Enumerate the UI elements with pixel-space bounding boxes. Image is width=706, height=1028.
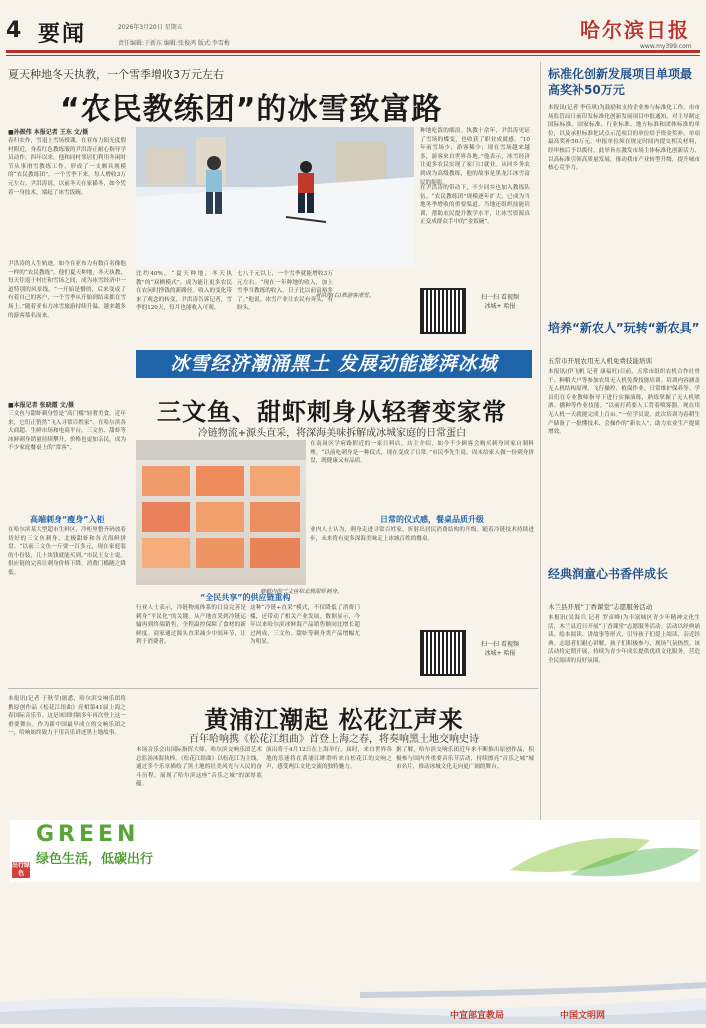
lead-byline: ■孙振伟 本报记者 王东 文/摄 (8, 129, 89, 136)
right-story3-body: 本报讯(吴海兵 记者 罗彦峰)为丰富城区青少年精神文化生活，木兰县近日开展“丁香课堂”志愿服务活动。活动以经典诵读、绘本阅读、讲故事等形式，引导孩子们爱上阅读、亲近经典。志愿者们耐心讲解，孩子们积极参与，现场气氛热烈。该活动将定期开展，持续为青少年成长提供优质文化服务，营造全民阅读的良好氛围。 (548, 615, 700, 664)
publish-date: 2026年3月20日 星期五 (118, 24, 183, 31)
fish-byline: ■本报记者 张晓霞 文/摄 (8, 402, 75, 409)
lead-body-5: 种地吃饭的细浪。执教十余年，尹洪涛见证了雪场的蝶变，也收获了职业成就感。“10年前雪场少，游客稀少；现在雪场越来越多，游客来自世界各地。”他表示，冰雪经济让更多农民实现了家门口就业。从回乡务农到成为高级教练，他的故事是黑龙江冰雪富民的缩影。 (420, 128, 530, 186)
masthead-rule (6, 50, 700, 53)
lead-photo-caption: 尹洪涛(右)教游客滑雪。 (315, 293, 375, 299)
section-banner: 冰雪经济潮涌黑土 发展动能澎湃冰城 (136, 350, 532, 378)
site-url: www.my399.com (640, 43, 692, 50)
right-story3-headline: 经典润童心书香伴成长 (548, 567, 669, 581)
fish-body-1: 三文鱼与甜虾刺身曾是“高门槛”轻奢美食，近年来，它们正悄然“飞入寻常百姓家”。在哈尔滨各大商超、生鲜市场和电商平台，三文鱼、甜虾等冰鲜刺身销量持续攀升，价格也更加亲民，成为不少家庭餐桌上的“常客”。 (8, 411, 126, 452)
qr-label-line-1: 扫一扫 看视频 (481, 641, 519, 648)
songhua-headline: 黄浦江潮起 松花江声来 (204, 706, 464, 734)
fish-subhead-2: “全民共享”的供应链重构 (200, 593, 291, 602)
qr-label-line-2: 冰城+ 哈报 (484, 650, 516, 657)
fish-subhead: 冷链物流+源头直采，将深海美味拆解成冰城家庭的日常蛋白 (197, 428, 467, 439)
songhua-body-3: 演出将于4月12日在上海举行。届时，来自世界各地的乐迷将在黄浦江畔聆听来自松花江的交响之声，感受两江文化交流的独特魅力。 (266, 747, 392, 771)
section-divider (8, 688, 538, 689)
fish-qr-label (470, 640, 530, 658)
green-ad-title: GREEN (36, 822, 140, 847)
right-story2-headline: 培养“新农人”玩转“新农具” (548, 321, 700, 335)
fish-body-4: 这种“冷链+直采”模式，不仅降低了消费门槛，还带动了相关产业发展。数据显示，今年以来哈尔滨冰鲜海产品销售额同比增长超过两成，三文鱼、甜虾等刺身类产品增幅尤为明显。 (250, 605, 360, 646)
right-story1-headline: 标准化创新发展项目单项最高奖补50万元 (548, 67, 693, 97)
masthead (0, 0, 706, 50)
songhua-body-4: 据了解，哈尔滨交响乐团近年来不断推出原创作品，积极参与国内外重要音乐节活动，持续擦亮“音乐之城”城市名片，推动冰城文化走向更广阔的舞台。 (396, 747, 534, 771)
right-story3-subhead: 木兰县开展“丁香课堂”志愿服务活动 (548, 603, 653, 611)
footer (0, 982, 706, 1024)
editor-credits: 责任编辑:于新东 编辑:张俊鸿 版式:李雪梅 (118, 40, 230, 47)
qr-label-line-2: 冰城+ 哈报 (484, 303, 516, 310)
section-title: 要闻 (38, 22, 87, 47)
right-story2-body: 本报讯(伊飞帆 记者 康福旺)日前，五常市组织农机合作社骨干、种粮大户等参加农用无人机免费技能培训。培训内容涵盖无人机结构原理、飞行操控、植保作业、日常维护保养等。学员们在专业教师指导下进行实操演练，熟练掌握了无人机喷洒、播种等作业技能。“以前打药要人工背着喷雾器，现在用无人机一天就能完成上百亩。”一位学员说。此次培训为春耕生产储备了一批懂技术、会操作的“新农人”，助力农业生产提质增效。 (548, 369, 700, 436)
fish-photo-caption: 商超内的三文鱼和北极甜虾刺身。 (260, 589, 343, 595)
green-ad-seal: 出行绿色 (12, 862, 31, 877)
lead-qr-label (470, 293, 530, 311)
songhua-body-2: 本场音乐会由国际指挥大师、哈尔滨交响乐团艺术总监汤沐海执棒。《松花江组曲》以松花江为主线，通过多个乐章描绘了黑土地的壮美风光与人民的奋斗历程，展现了哈尔滨这座“音乐之城”的深厚底蕴。 (136, 747, 262, 788)
lead-body-1: 春归农作，雪退上雪场授课。在亚布力阳光度假村附近，身着红色教练服的尹洪涛正耐心指导学员动作。四年以来，他和同村邻居们利用冬闲时节从事滑雪教练工作，形成了一支颇具规模的“农民教练团”。一个雪季下来，每人增收3万元左右。尹洪涛说，以前冬天在家猫冬，如今凭着一身技术，端起了冰雪饭碗。 (8, 138, 126, 196)
footer-credit-1: 中宣部宣教局 (450, 1011, 505, 1021)
lead-body-3: 比约40%。“夏天种地，冬天执教”的“双栖模式”，成为能让更多农民在农闲时挣钱的新路径。收入的变化带来了观念的转变，尹洪涛告诉记者，雪季的120天，每月也能收入可观。 (136, 271, 232, 312)
lead-kicker: 夏天种地冬天执教，一个雪季增收3万元左右 (8, 68, 224, 81)
footer-credit-2: 中国文明网 (560, 1011, 606, 1021)
lead-photo (136, 127, 414, 267)
right-story2-subhead: 五常市开展农用无人机免费技能培训 (548, 357, 652, 365)
fish-subhead-1: 高端刺身“瘦身”入柜 (30, 515, 105, 524)
lead-body-2: 尹洪涛的人生轨迹，如今在亚布力有数百名像他一样的“农民教练”。他们夏天种地，冬天执教，每天往返于村庄和雪场之间，成为冰雪经济中一道特别的风景线。“一开始是懵的，后来变成了有着自己的客户，一个雪季从开始到结束都在雪场上。”随着亚布力冰雪旅游持续升温，越来越多的游客慕名而来。 (8, 261, 126, 319)
right-story1-body: 本报讯(记者 李佳琪)为鼓励和支持企业参与标准化工作，市市场监管局日前印发标准化创新发展项目申报通知。对主导制定国际标准、国家标准、行业标准、地方标准和团体标准的单位，以及承担标准化试点示范项目的单位给予资金奖补，单项最高奖补50万元。申报单位须在规定时间内提交相关材料，经审核后予以拨付。此举旨在激发市场主体标准化创新活力，以高标准引领高质量发展，推动我市产业转型升级，提升城市核心竞争力。 (548, 105, 700, 172)
fish-body-5: 在南岗区学府路附近的一家日料店，店主介绍，如今不少顾客会购买刺身回家自制料理。“以前吃刺身是一种仪式，现在变成了日常。”市民李先生说，周末给家人做一份刺身拼盘，既健康又有品质。 (310, 441, 534, 465)
lead-headline: “农民教练团”的冰雪致富路 (60, 92, 443, 127)
sashimi-counter-image (136, 440, 306, 585)
green-ad-banner (10, 820, 700, 882)
lead-body-4: 七八千元以上，一个雪季就能增收3万元左右。“现在一年种地的收入，加上雪季当教练的收入，日子比以前富裕多了。”他说。冰雪产业让农民有奔头，有盼头。 (237, 271, 333, 312)
newspaper-logo: 哈尔滨日报 (580, 18, 690, 42)
ski-scene-image (136, 127, 414, 267)
fish-subhead-3: 日常的仪式感，餐桌品质升级 (380, 515, 484, 524)
column-divider (540, 62, 541, 882)
green-ad-slogan: 绿色生活，低碳出行 (36, 852, 154, 867)
fish-qr-code[interactable] (420, 630, 466, 676)
qr-label-line-1: 扫一扫 看视频 (481, 294, 519, 301)
songhua-subhead: 百年哈响携《松花江组曲》首登上海之春，将奏响黑土地交响史诗 (189, 734, 479, 745)
fish-photo (136, 440, 306, 585)
masthead-rule-thin (6, 55, 700, 56)
fish-headline: 三文鱼、甜虾刺身从轻奢变家常 (157, 398, 507, 426)
fish-body-2: 在哈尔滨某大型超市生鲜区，冷柜里整齐码放着切好的三文鱼刺身、北极甜虾和各式海鲜拼盘。“以前三文鱼一斤要一百多元，现在家庭装的小份装，几十块钱就能买到。”市民王女士说。供应链的完善让刺身价格下降，消费门槛随之降低。 (8, 527, 126, 576)
songhua-body-1: 本报讯(记者 于秋莹)据悉，哈尔滨交响乐团将携原创作品《松花江组曲》亮相第41届上海之春国际音乐节。这是该团时隔多年再次登上这一重要舞台。作为新中国最早成立的交响乐团之一，哈响始终致力于用音乐讲述黑土地故事。 (8, 696, 126, 737)
fish-body-3: 行业人士表示，冷链物流体系的日益完善是刺身“平民化”的关键。从产地直采到冷链运输再到终端销售，全程温控保障了食材的新鲜度。商家通过源头直采减少中间环节，让利于消费者。 (136, 605, 246, 646)
page-number: 4 (6, 18, 22, 43)
lead-body-6: 在尹洪涛的带动下，不少同乡也加入教练队伍。“农民教练团”规模逐年扩大，已成为当地冬季增收的重要渠道。当地还组织技能培训，帮助农民提升教学水平，让冰雪资源真正变成群众手中的“金饭碗”。 (420, 185, 530, 226)
fish-body-6: 业内人士认为，刺身走进寻常百姓家，折射出居民消费结构的升级。随着冷链技术持续进步，未来将有更多深海美味走上冰城百姓的餐桌。 (310, 527, 534, 542)
lead-qr-code[interactable] (420, 288, 466, 334)
